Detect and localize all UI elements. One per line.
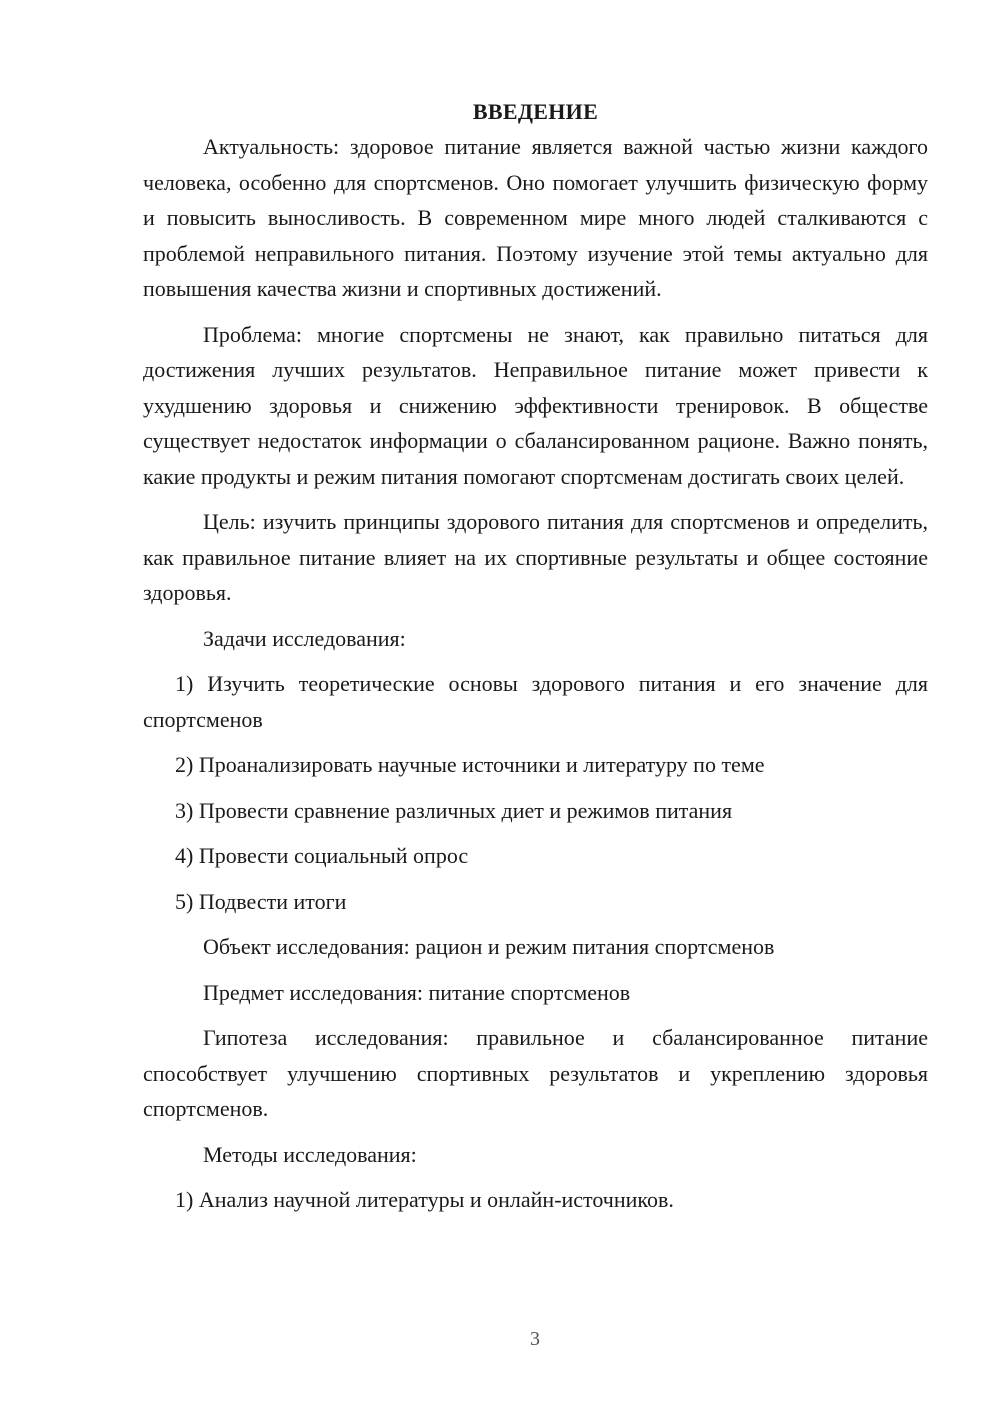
task-item-4: 4) Провести социальный опрос [175, 843, 469, 868]
section-title: ВВЕДЕНИЕ [472, 99, 599, 124]
tasks-heading: Задачи исследования: [203, 625, 406, 651]
methods-heading: Методы исследования: [203, 1141, 417, 1167]
task-item-2: 2) Проанализировать научные источники и литературу по теме [175, 752, 765, 777]
task-item-3: 3) Провести сравнение различных диет и режимов питания [175, 797, 733, 823]
paragraph-relevance: Актуальность: здоровое питание является важной частью жизни каждого человека, особенно для спортсменов. Оно помогает улучшить физическую форму и повысить выносливость. В современном мире много людей сталкиваются с проблемой неправильного питания. Поэтому изучение этой темы актуально для повышения качества жизни и спортивных достижений. [143, 134, 928, 301]
paragraph-goal: Цель: изучить принципы здорового питания для спортсменов и определить, как правильное питание влияет на их спортивные результаты и общее состояние здоровья. [143, 509, 928, 605]
task-item-1: 1) Изучить теоретические основы здорового питания и его значение для спортсменов [143, 671, 928, 732]
document-page [143, 94, 928, 1228]
paragraph-subject: Предмет исследования: питание спортсменов [203, 979, 631, 1005]
paragraph-hypothesis: Гипотеза исследования: правильное и сбалансированное питание способствует улучшению спортивных результатов и укреплению здоровья спортсменов. [143, 1025, 928, 1121]
page-number: 3 [530, 1328, 540, 1350]
paragraph-object: Объект исследования: рацион и режим питания спортсменов [203, 934, 775, 959]
task-item-5: 5) Подвести итоги [175, 888, 347, 914]
paragraph-problem: Проблема: многие спортсмены не знают, как правильно питаться для достижения лучших результатов. Неправильное питание может привести к ухудшению здоровья и снижению эффективности тренировок. В обществе существует недостаток информации о сбалансированном рационе. Важно понять, какие продукты и режим питания помогают спортсменам достигать своих целей. [143, 321, 928, 489]
method-item-1: 1) Анализ научной литературы и онлайн-источников. [175, 1187, 674, 1212]
